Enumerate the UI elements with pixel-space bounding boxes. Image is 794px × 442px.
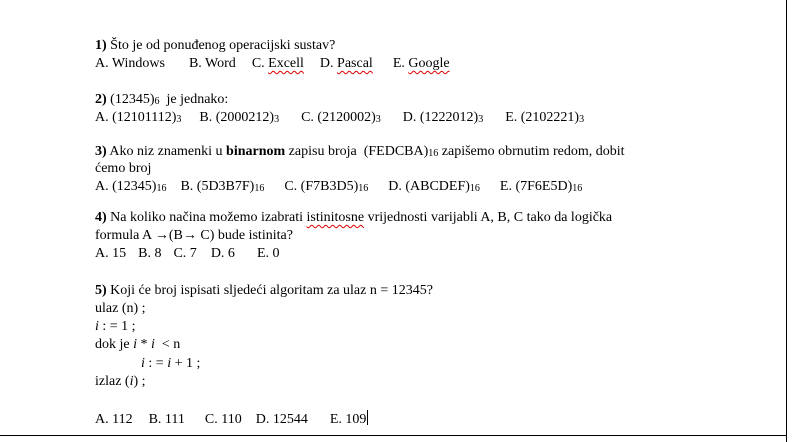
base-subscript: 3 [579,114,585,125]
question-text-mid: zapisu broja (FEDCBA) [285,144,429,159]
code-text: : = [144,356,168,371]
code-text: dok je [95,337,134,352]
answer-e-prefix: E. [392,56,409,71]
question-text: Koji će broj ispisati sljedeći algoritam za ulaz n = 12345? [106,283,433,298]
question-number: 5) [95,283,107,298]
answer-b: B. (5D3B7F) [180,179,255,194]
answer-e: E. 109 [329,412,367,427]
answer-d-prefix: D. [319,56,338,71]
base-subscript: 3 [274,114,280,125]
page-bottom-edge [0,435,787,436]
answer-b: B. 8 [138,246,162,261]
base-subscript: 6 [154,96,160,107]
question-number: 2) [95,92,107,107]
base-subscript: 16 [254,183,265,194]
answer-e: E. 0 [256,246,280,261]
answer-a: A. (12345) [95,179,157,194]
question-3-answers [95,178,582,197]
algorithm-line-4 [141,355,200,373]
answer-c: C. 7 [173,246,197,261]
code-text: izlaz ( [95,374,130,389]
answer-c: C. (F7B3D5) [284,179,359,194]
code-variable: i [129,374,134,389]
question-1 [95,37,335,55]
code-text: < n [154,337,181,352]
algorithm-line-1 [95,300,146,318]
code-text: ulaz (n) ; [95,301,146,316]
base-subscript: 3 [375,114,381,125]
question-text: (12345) [106,92,155,107]
answer-a: A. 112 [95,412,133,427]
page-right-edge [786,0,787,442]
answer-c: Excell [268,56,304,71]
question-5 [95,282,433,300]
question-3-line-2 [95,160,151,178]
answer-c: C. (2120002) [301,110,376,125]
base-subscript: 16 [156,183,167,194]
base-subscript: 16 [428,148,439,159]
question-2 [95,91,228,110]
code-text: ) ; [133,374,146,389]
code-variable: i [167,356,172,371]
base-subscript: 16 [358,183,369,194]
answer-b: B. Word [188,56,236,71]
question-number: 1) [95,38,107,53]
code-variable: i [151,337,155,352]
question-5-answers [95,410,368,429]
code-text: : = 1 ; [98,319,136,334]
answer-e: Google [408,56,450,71]
text-cursor [367,410,368,425]
question-text-end: je jednako: [159,92,229,107]
algorithm-line-2 [95,318,136,336]
code-variable: i [141,356,145,371]
answer-d: D. (ABCDEF) [388,179,470,194]
question-4-answers [95,245,280,263]
answer-c: C. 110 [204,412,242,427]
algorithm-line-5 [95,373,146,391]
answer-d: Pascal [337,56,373,71]
code-text: * [137,337,151,352]
question-text-bold: binarnom [226,144,286,159]
question-3 [95,143,625,162]
question-text-continued: ćemo broj [95,161,152,176]
question-4 [95,209,612,227]
question-text-end: vrijednosti varijabli A, B, C tako da logička [364,210,613,225]
answer-c-prefix: C. [251,56,269,71]
code-variable: i [95,319,99,334]
answer-d: D. 12544 [255,412,308,427]
code-variable: i [133,337,137,352]
answer-b: B. (2000212) [199,110,275,125]
base-subscript: 16 [572,183,583,194]
code-text: + 1 ; [171,356,201,371]
question-text: Ako niz znamenki u [106,144,227,159]
answer-a: A. 15 [95,246,127,261]
base-subscript: 3 [478,114,484,125]
answer-b: B. 111 [148,412,185,427]
question-text-continued: formula A →(B→ C) bude istinita? [95,228,293,243]
question-number: 3) [95,144,107,159]
question-text-spellcheck: istinitosne [306,210,365,225]
answer-a: A. Windows [95,56,165,71]
question-number: 4) [95,210,107,225]
answer-e: E. (7F6E5D) [499,179,573,194]
base-subscript: 16 [469,183,480,194]
answer-d: D. (1222012) [402,110,479,125]
question-text: Na koliko načina možemo izabrati [106,210,307,225]
answer-a: A. (12101112) [95,110,177,125]
base-subscript: 3 [176,114,182,125]
question-2-answers [95,109,584,128]
answer-d: D. 6 [210,246,235,261]
algorithm-line-3 [95,336,180,354]
answer-e: E. (2102221) [505,110,580,125]
question-text: Što je od ponuđenog operacijski sustav? [106,38,336,53]
question-text-end: zapišemo obrnutim redom, dobit [438,144,625,159]
question-4-line-2 [95,227,293,245]
question-1-answers [95,55,450,73]
